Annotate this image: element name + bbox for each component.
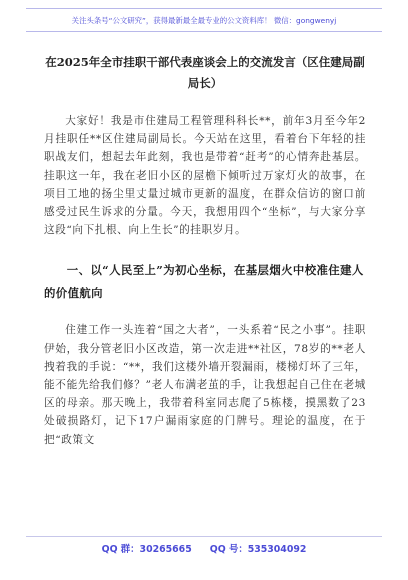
intro-paragraph: 大家好！我是市住建局工程管理科科长**，前年3月至今年2月挂职任**区住建局副局长。今天站在这里，看着台下年轻的挂职战友们，想起去年此刻，我也是带着“赶考”的心情奔赴基层。挂职这一年，我在老旧小区的屋檐下倾听过万家灯火的故事，在项目工地的扬尘里丈量过城市更新的温度，在群众信访的窗口前感受过民生诉求的分量。今天，我想用四个“坐标”，与大家分享这段“向下扎根、向上生长”的挂职岁月。 <box>44 115 366 237</box>
document-body <box>44 52 366 449</box>
section-paragraph: 住建工作一头连着“国之大者”，一头系着“民之小事”。挂职伊始，我分管老旧小区改造，第一次走进**社区，78岁的**老人拽着我的手说：“**，我们这楼外墙开裂漏雨，楼梯灯坏了三年，能不能先给我们修？”老人布满老茧的手，让我想起自己住在老城区的母亲。那天晚上，我带着科室同志爬了5栋楼，摸黑数了23处破损路灯，记下17户漏雨家庭的门牌号。理论的温度，在于把“政策文 <box>44 324 366 446</box>
footer-qq-number: QQ 号：535304092 <box>209 544 307 555</box>
document-title: 在2025年全市挂职干部代表座谈会上的交流发言（区住建局副局长） <box>45 55 365 90</box>
header-banner <box>26 8 382 32</box>
header-banner-text: 关注头条号“公文研究”，获得最新最全最专业的公文资料库！ 微信：gongwenyj <box>71 15 337 25</box>
section-heading: 一、以“人民至上”为初心坐标，在基层烟火中校准住建人的价值航向 <box>44 263 364 301</box>
footer-qq-group: QQ 群：30265665 <box>101 544 192 555</box>
footer-contact <box>26 536 382 559</box>
